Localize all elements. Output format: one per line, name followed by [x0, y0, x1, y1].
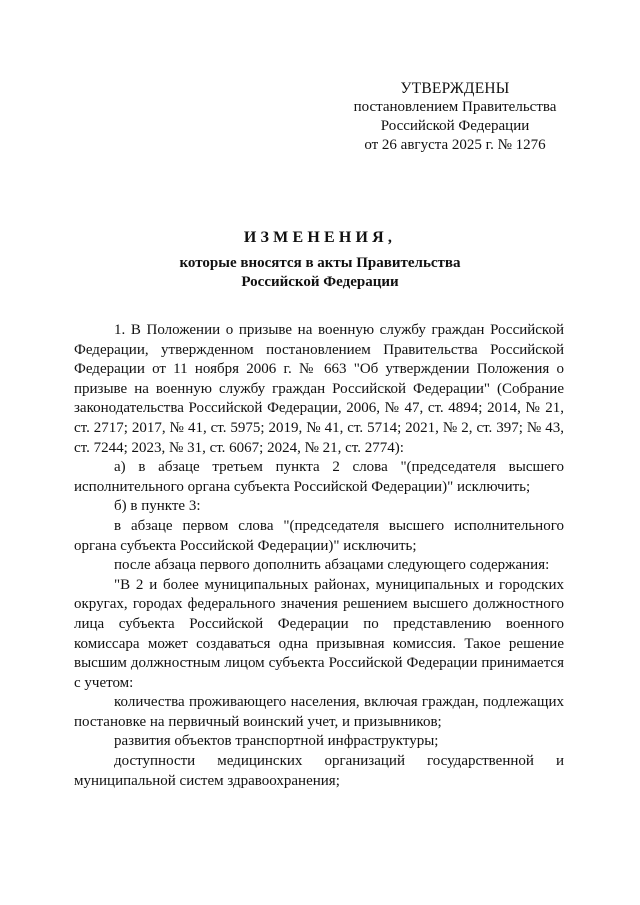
paragraph: после абзаца первого дополнить абзацами следующего содержания: — [114, 557, 550, 574]
document-subtitle — [0, 254, 640, 292]
subtitle-line: Российской Федерации — [241, 274, 399, 290]
paragraph: б) в пункте 3: — [114, 498, 201, 515]
approval-heading: УТВЕРЖДЕНЫ — [400, 80, 510, 97]
approval-date-number: от 26 августа 2025 г. № 1276 — [364, 137, 546, 153]
approval-line: Российской Федерации — [380, 118, 530, 134]
document-body — [74, 321, 564, 791]
approval-stamp — [340, 79, 570, 155]
paragraph: количества проживающего населения, включая граждан, подлежащих постановке на первичный воинский учет, и призывников; — [74, 694, 564, 730]
subtitle-line: которые вносятся в акты Правительства — [179, 255, 461, 271]
paragraph: а) в абзаце третьем пункта 2 слова "(председателя высшего исполнительного органа субъекта Российской Федерации)" исключить; — [74, 459, 564, 495]
paragraph: "В 2 и более муниципальных районах, муниципальных и городских округах, городах федерального значения решением высшего должностного лица субъекта Российской Федерации по представлению военного комиссара может создаваться одна призывная комиссия. Такое решение высшим должностным лицом субъекта Российской Федерации принимается с учетом: — [74, 576, 564, 691]
paragraph: доступности медицинских организаций государственной и муниципальной систем здравоохранения; — [74, 753, 564, 789]
paragraph: развития объектов транспортной инфраструктуры; — [114, 733, 439, 750]
document-title-block — [0, 228, 640, 292]
paragraph: 1. В Положении о призыве на военную службу граждан Российской Федерации, утвержденном постановлением Правительства Российской Федерации от 11 ноября 2006 г. № 663 "Об утверждении Положения о призыве на военную службу граждан Российской Федерации" (Собрание законодательства Российской Федерации, 2006, № 47, ст. 4894; 2014, № 21, ст. 2717; 2017, № 41, ст. 5975; 2019, № 41, ст. 5714; 2021, № 2, ст. 397; № 43, ст. 7244; 2023, № 31, ст. 6067; 2024, № 21, ст. 2774): — [74, 322, 564, 456]
document-title: ИЗМЕНЕНИЯ, — [243, 229, 397, 246]
approval-line: постановлением Правительства — [353, 99, 557, 115]
paragraph: в абзаце первом слова "(председателя высшего исполнительного органа субъекта Российской Федерации)" исключить; — [74, 517, 564, 554]
